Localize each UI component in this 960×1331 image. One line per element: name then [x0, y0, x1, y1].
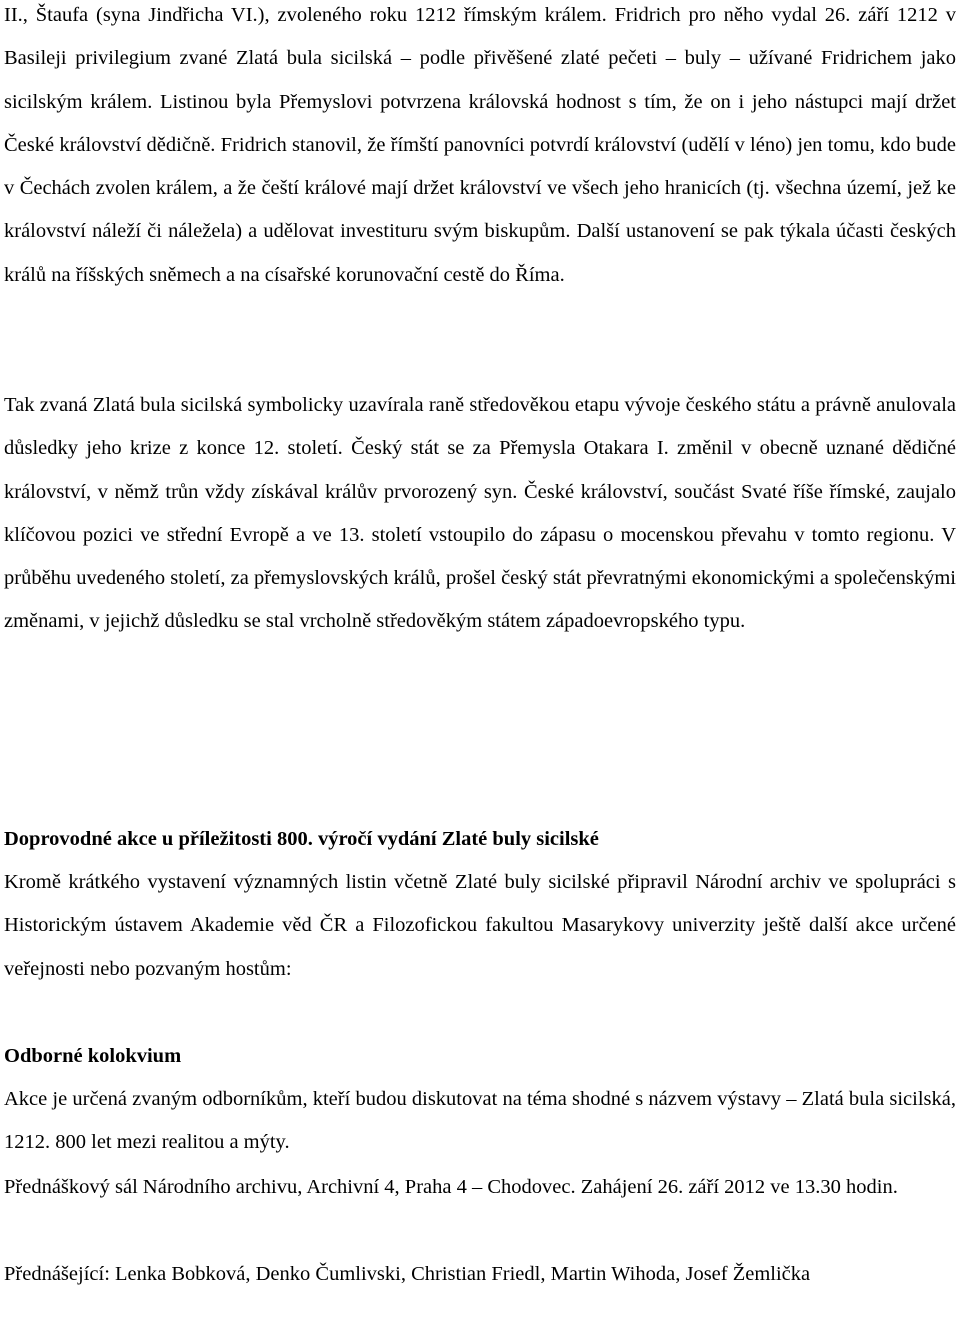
- colloquium-speakers: Přednášející: Lenka Bobková, Denko Čumlivski, Christian Friedl, Martin Wihoda, Josef Žemlička: [4, 1263, 811, 1285]
- events-heading: Doprovodné akce u příležitosti 800. výročí vydání Zlaté buly sicilské: [4, 828, 599, 850]
- events-intro-paragraph: Kromě krátkého vystavení významných listin včetně Zlaté buly sicilské připravil Národní archiv ve spolupráci s Historickým ústavem Akademie věd ČR a Filozofickou fakultou Masarykovy univerzity ještě další akce určené veřejnosti nebo pozvaným hostům:: [4, 871, 956, 980]
- history-paragraph-2: Tak zvaná Zlatá bula sicilská symbolicky uzavírala raně středověkou etapu vývoje českého státu a právně anulovala důsledky jeho krize z konce 12. století. Český stát se za Přemysla Otakara I. změnil v obecně uznané dědičné království, v němž trůn vždy získával králův prvorozený syn. České království, součást Svaté říše římské, zaujalo klíčovou pozici ve střední Evropě a ve 13. století vstoupilo do zápasu o mocenskou převahu v tomto regionu. V průběhu uvedeného století, za přemyslovských králů, prošel český stát převratnými ekonomickými a společenskými změnami, v jejichž důsledku se stal vrcholně středověkým státem západoevropského typu.: [4, 394, 956, 633]
- colloquium-venue: Přednáškový sál Národního archivu, Archivní 4, Praha 4 – Chodovec. Zahájení 26. září 2012 ve 13.30 hodin.: [4, 1176, 898, 1198]
- colloquium-heading: Odborné kolokvium: [4, 1045, 182, 1067]
- colloquium-description: Akce je určená zvaným odborníkům, kteří budou diskutovat na téma shodné s názvem výstavy – Zlatá bula sicilská, 1212. 800 let mezi realitou a mýty.: [4, 1088, 956, 1154]
- history-paragraph-1: II., Štaufa (syna Jindřicha VI.), zvoleného roku 1212 římským králem. Fridrich pro něho vydal 26. září 1212 v Basileji privilegium zvané Zlatá bula sicilská – podle přivěšené zlaté pečeti – buly – užívané Fridrichem jako sicilským králem. Listinou byla Přemyslovi potvrzena královská hodnost s tím, že on i jeho nástupci mají držet České království dědičně. Fridrich stanovil, že římští panovníci potvrdí království (udělí v léno) jen tomu, kdo bude v Čechách zvolen králem, a že čeští králové mají držet království ve všech jeho hranicích (tj. všechna území, jež ke království náleží či náležela) a udělovat investituru svým biskupům. Další ustanovení se pak týkala účasti českých králů na říšských sněmech a na císařské korunovační cestě do Říma.: [4, 4, 956, 286]
